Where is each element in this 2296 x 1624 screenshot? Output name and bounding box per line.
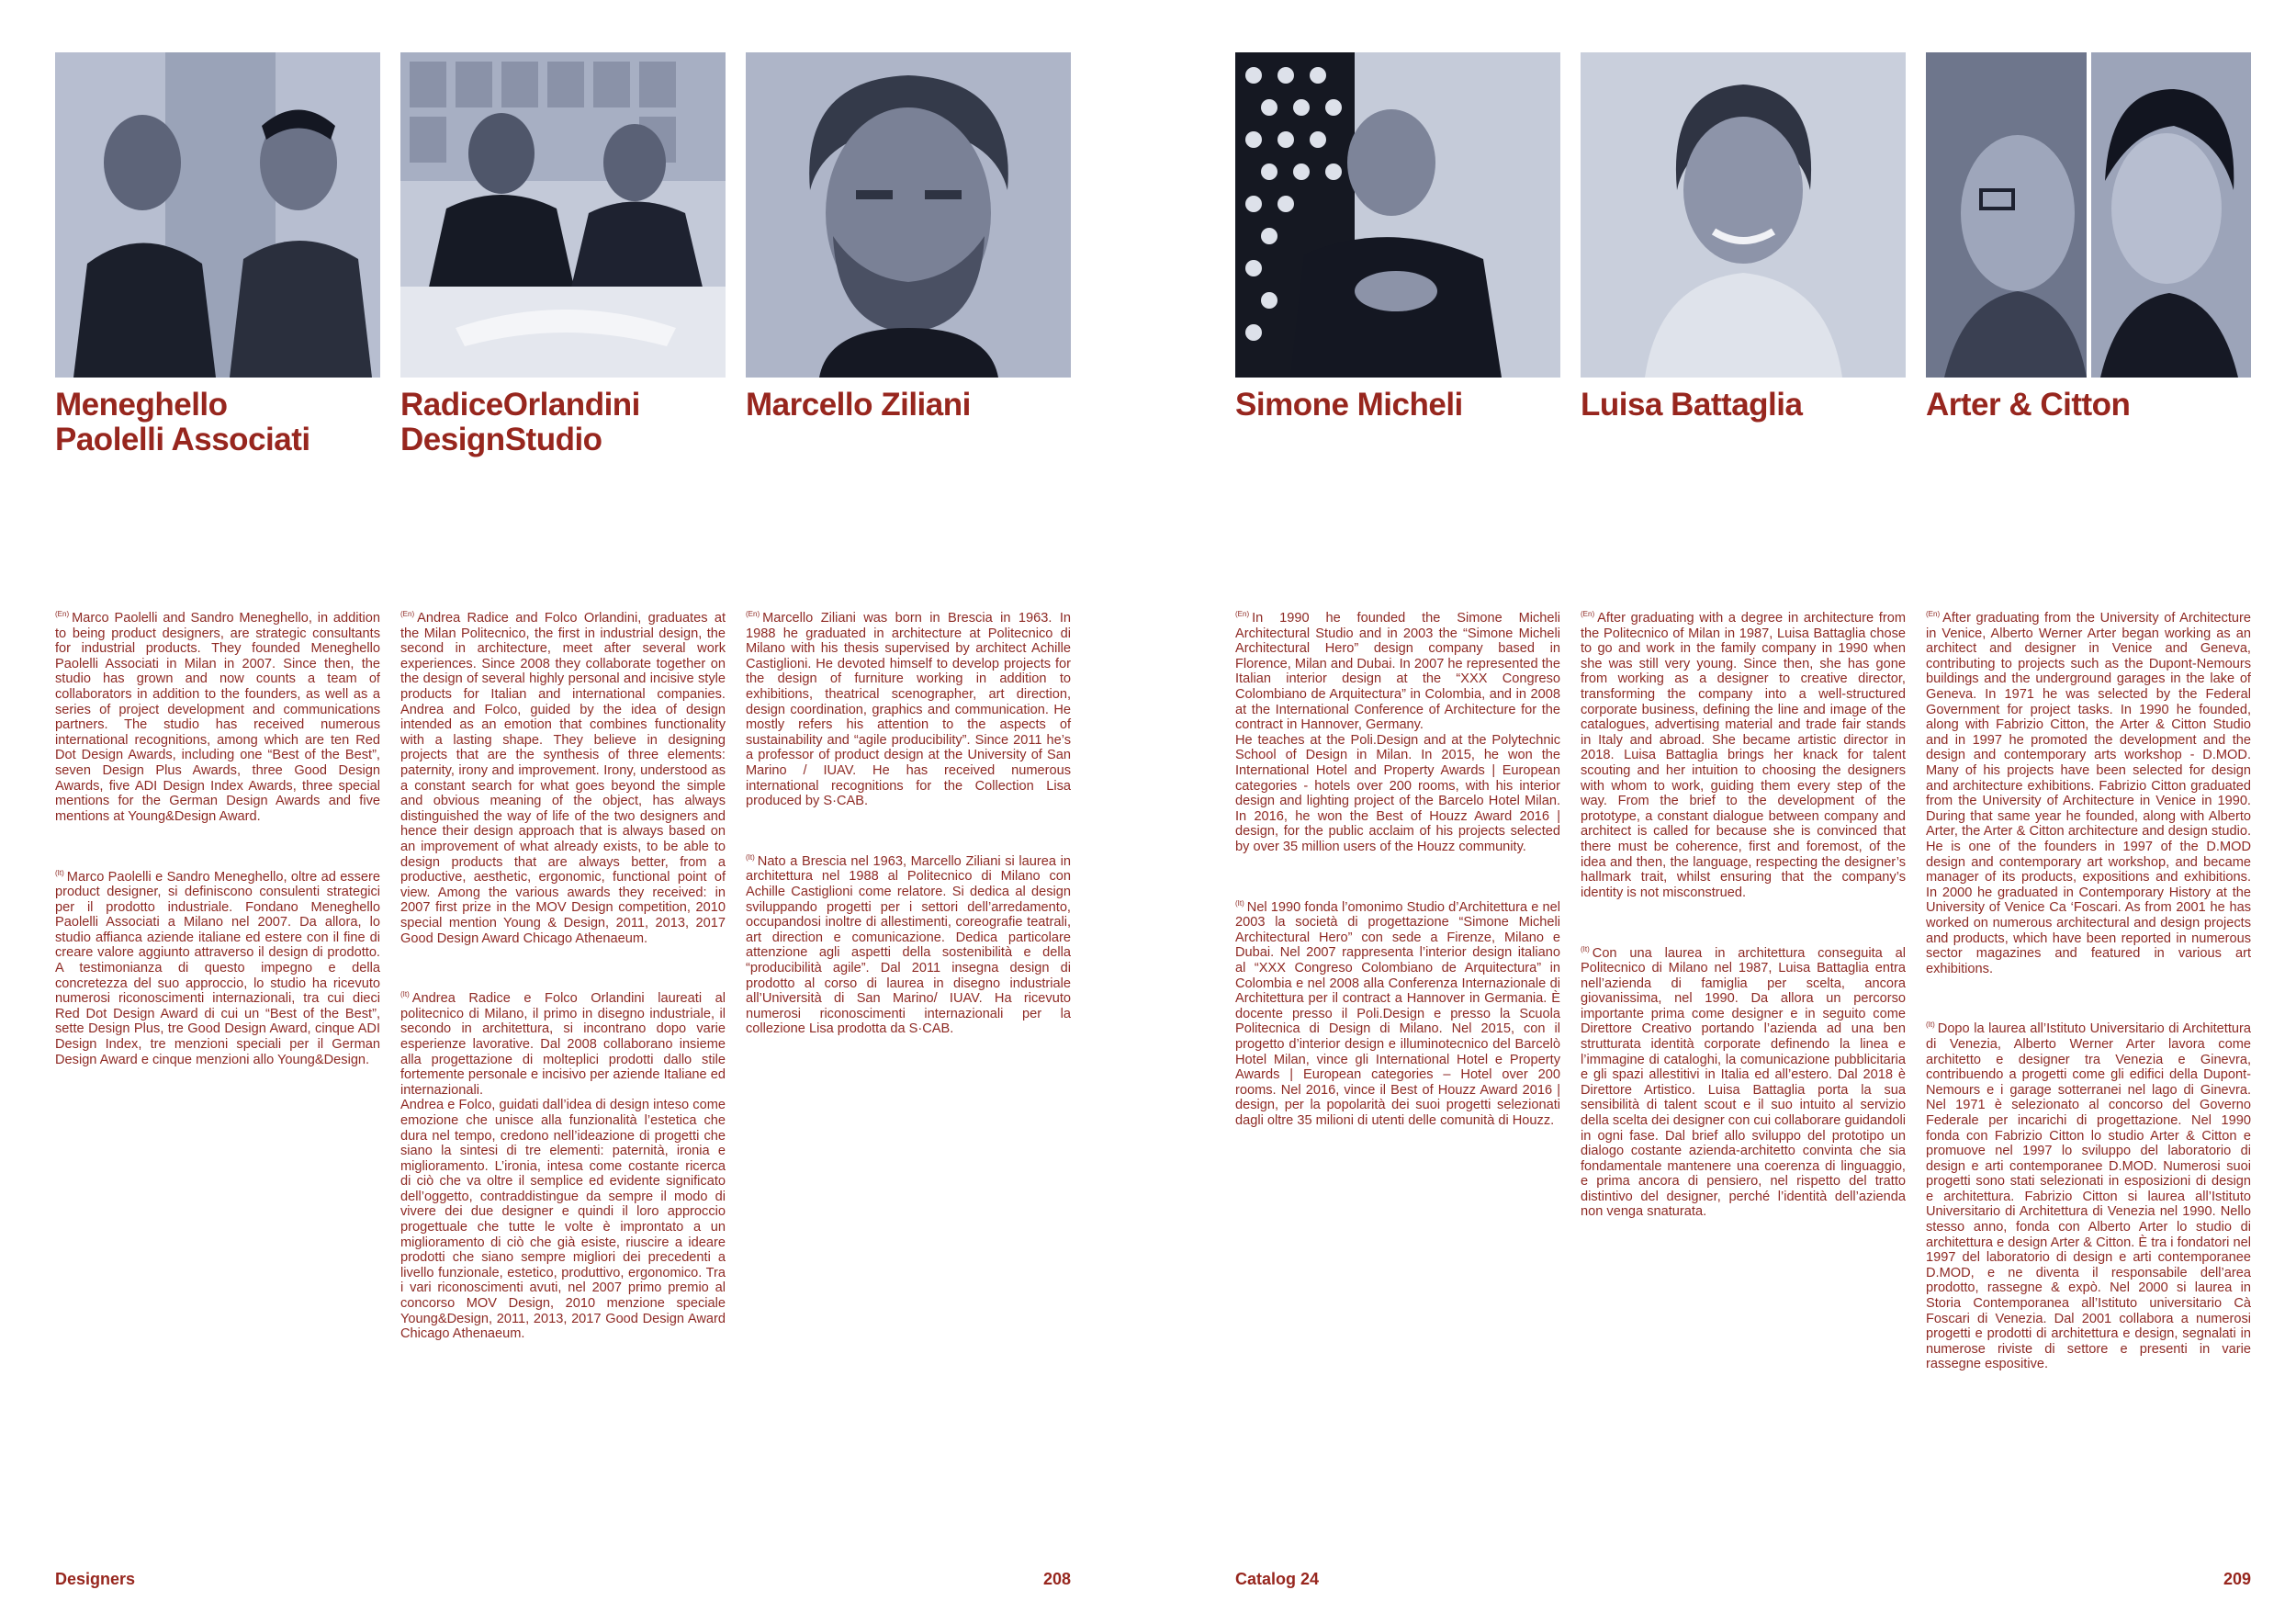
designer-photo-simone-micheli [1235, 52, 1560, 378]
bio-en: $^{(En)}$ Andrea Radice and Folco Orlandini, graduates at the Milan Politecnico, the first in industrial design, the second in architecture, meet after several work experiences. Since 2008 they collaborate together on the design of several highly personal and incisive style products for Italian and international companies. Andrea and Folco, guided by the idea of design intended as an emotion that combines functionality with a lasting shape. They believe in designing projects that are the synthesis of three elements: paternity, irony and improvement. Irony, understood as a constant search for what goes beyond the simple and obvious meaning of the object, has always distinguished the way of life of the two designers and hence their design approach that is always based on an improvement of what already exists, to be able to design products that are always better, from a productive, aesthetic, ergonomic, functional point of view. Among the various awards they received: in 2007 first prize in the MOV Design competition, 2010 special mention Young & Design, 2011, 2013, 2017 Good Design Award Chicago Athenaeum. [400, 610, 730, 946]
bio-en: $^{(En)}$ In 1990 he founded the Simone Micheli Architectural Studio and in 2003 the “Simone Micheli Architectural Hero” design company based in Florence, Milan and Dubai. In 2007 he represented the Italian interior design at the “XXX Congreso Colombiano de Arquitectura” in Colombia, and in 2008 at the International Conference of Architecture for the contract in Hannover, Germany. He teaches at the Poli.Design and at the Polytechnic School of Design in Milan. In 2015, he won the International Hotel and Property Awards | European categories - hotels over 200 rooms, with his interior design and lighting project of the Barcelo Hotel Milan. In 2016, he won the Best of Houzz Award 2016 | design, for the public acclaim of his projects selected by over 35 million users of the Houzz community. [1235, 610, 1560, 854]
two-men-at-desk-portrait-icon [400, 52, 726, 378]
designer-photo-marcello-ziliani [746, 52, 1071, 378]
two-men-split-portrait-icon [1926, 52, 2251, 378]
footer-section-label: Designers [55, 1570, 136, 1588]
designer-name-meneghello-paolelli: Meneghello Paolelli Associati [55, 387, 310, 457]
bio-en: $^{(En)}$ Marcello Ziliani was born in Brescia in 1963. In 1988 he graduated in architecture at Politecnico di Milano with his thesis supervised by architect Achille Castiglioni. He devoted himself to develop projects for the design of furniture working in addition to exhibitions, theatrical scenographer, art direction, design coordination, graphics and communication. He mostly refers his attention to the aspects of sustainability and “agile producibility”. Since 2011 he’s a professor of product design at the University of San Marino / IUAV. He has received numerous international recognitions for the Collection Lisa produced by S·CAB. [746, 610, 1075, 809]
designer-photo-meneghello-paolelli [55, 52, 380, 378]
footer-page-number-left: 208 [1042, 1570, 1071, 1588]
designer-name-arter-citton: Arter & Citton [1926, 387, 2131, 423]
bio-it: $^{(It)}$ Andrea Radice e Folco Orlandini laureati al politecnico di Milano, il primo in disegno industriale, il secondo in architettura, si incontrano dopo varie esperienze lavorative. Dal 2008 collaborano insieme alla progettazione di molteplici prodotti dallo stile fortemente personale e incisivo per aziende Italiane ed internazionali. Andrea e Folco, guidati dall’idea di design inteso come emozione che unisce alla funzionalità l’estetica che dura nel tempo, credono nell’ideazione di progetti che siano la sintesi di tre elementi: paternità, ironia e miglioramento. L’ironia, intesa come costante ricerca di ciò che va oltre il semplice ed evidente significato dell’oggetto, contraddistingue da sempre il modo di vivere dei due designer e quindi il loro approccio progettuale che tutte le volte è improntato a un miglioramento di ciò che già esiste, riuscire a ideare prodotti che siano sempre migliori dei precedenti a livello funzionale, estetico, produttivo, ergonomico. Tra i vari riconoscimenti avuti, nel 2007 primo premio al concorso MOV Design, 2010 menzione speciale Young&Design, 2011, 2013, 2017 Good Design Award Chicago Athenaeum. [400, 990, 726, 1342]
designer-name-marcello-ziliani: Marcello Ziliani [746, 387, 971, 423]
bearded-man-portrait-icon [746, 52, 1071, 378]
designer-bio-marcello-ziliani [746, 577, 1075, 1064]
two-men-portrait-icon [55, 52, 380, 378]
designer-bio-arter-citton [1926, 577, 2256, 1399]
smiling-man-portrait-icon [1235, 52, 1560, 378]
designer-bio-luisa-battaglia [1581, 577, 1910, 1246]
designer-bio-simone-micheli [1235, 577, 1565, 1155]
bio-en: $^{(En)}$ Marco Paolelli and Sandro Meneghello, in addition to being product designers, are strategic consultants for industrial products. They founded Meneghello Paolelli Associati in Milan in 2007. Since then, the studio has grown and now counts a team of collaborators in addition to the founders, as well as a series of project development and communications partners. The studio has received numerous international recognitions, among which are ten Red Dot Design Awards, including one “Best of the Best”, seven Design Plus Awards, three Good Design Awards, five ADI Design Index Awards, three special mentions for the German Design Awards and five mentions at Young&Design Award. [55, 610, 385, 824]
designer-name-simone-micheli: Simone Micheli [1235, 387, 1463, 423]
bio-it: $^{(It)}$ Marco Paolelli e Sandro Meneghello, oltre ad essere product designer, si definiscono consulenti strategici per il prodotto industriale. Fondano Meneghello Paolelli Associati a Milano nel 2007. Da allora, lo studio affianca aziende italiane ed estere con il fine di creare valore aggiunto attraverso il design di prodotto. A testimonianza di questo impegno e della concretezza del suo approccio, lo studio ha ricevuto numerosi riconoscimenti internazionali, tra cui dieci Red Dot Design Award di cui un “Best of the Best”, sette Design Plus, tre Good Design Award, cinque ADI Design Index, tre menzioni speciali per il German Design Award e cinque menzioni allo Young&Design. [55, 868, 385, 1067]
footer-page-number-right: 209 [2223, 1570, 2251, 1588]
bio-it: $^{(It)}$ Con una laurea in architettura conseguita al Politecnico di Milano nel 1987, Luisa Battaglia entra nell’azienda di famiglia per scelta, ancora giovanissima, nel 1990. Da allora un percorso importante prima come designer e in seguito come Direttore Creativo portando l’azienda ad una ben strutturata identità corporate definendo la linea e l’immagine di cataloghi, la comunicazione pubblicitaria e gli spazi allestitivi in Italia ed all’estero. Dal 2018 è Direttore Artistico. Luisa Battaglia porta la sua sensibilità di talent scout e il suo intuito al servizio della scelta dei designer con cui collaborare guidandoli in ogni fase. Dal brief allo sviluppo del prototipo un dialogo costante azienda-architetto convinta che sia fondamentale mantenere una coerenza di linguaggio, e prima ancora di pensiero, nel rispetto del tratto distintivo del designer, perché l’identità dell’azienda non venga snaturata. [1581, 944, 1910, 1220]
designer-name-luisa-battaglia: Luisa Battaglia [1581, 387, 1803, 423]
designer-name-radice-orlandini: RadiceOrlandini DesignStudio [400, 387, 640, 457]
bio-it: $^{(It)}$ Nel 1990 fonda l’omonimo Studio d’Architettura e nel 2003 la società di progettazione “Simone Micheli Architectural Hero” con sede a Firenze, Milano e Dubai. Nel 2007 rappresenta l’interior design italiano al “XXX Congreso Colombiano de Arquitectura” in Colombia e nel 2008 alla Conferenza Internazionale di Architettura per il contract a Hannover in Germania. È docente presso il Poli.Design e presso la Scuola Politecnica di Design di Milano. Nel 2015, con il progetto d’interior design e illuminotecnico del Barcelò Hotel Milan, vince gli International Hotel e Property Awards | European categories – Hotel over 200 rooms. Nel 2016, vince il Best of Houzz Award 2016 | design, per la popolarità dei suoi progetti selezionati dagli oltre 35 milioni di utenti delle comunità di Houzz. [1235, 898, 1565, 1128]
designer-bio-meneghello-paolelli [55, 577, 385, 1094]
designer-bio-radice-orlandini [400, 577, 730, 1368]
designer-photo-arter-citton [1926, 52, 2251, 378]
bio-en: $^{(En)}$ After graduating with a degree in architecture from the Politecnico of Milan in 1987, Luisa Battaglia chose to go and work in the family company in 1990 when she was still very young. Since then, she has gone from working as a designer to creative director, transforming the company into a well-structured corporate business, defining the line and image of the catalogues, advertising material and trade fair stands in Italy and abroad. She became artistic director in 2018. Luisa Battaglia brings her knack for talent scouting and her intuition to choosing the designers with whom to work, guiding them every step of the way. From the brief to the development of the prototype, a constant dialogue between company and architect is called for because she is convinced that there must be coherence, first and foremost, of the idea and then, the language, respecting the designer’s hallmark trait, whilst ensuring that the company’s identity is not misconstrued. [1581, 610, 1910, 900]
designer-photo-luisa-battaglia [1581, 52, 1906, 378]
designer-photo-radice-orlandini [400, 52, 726, 378]
bio-it: $^{(It)}$ Dopo la laurea all’Istituto Universitario di Architettura di Venezia, Alberto Werner Arter lavora come architetto e designer tra Venezia e Ginevra, contribuendo a progetti come gli edifici della Dupont-Nemours e i garage sotterranei nel lago di Ginevra. Nel 1971 è selezionato al concorso del Governo Federale per incarichi di progettazione. Nel 1990 fonda con Fabrizio Citton lo studio Arter & Citton e promuove nel 1997 lo sviluppo del laboratorio di design e arti contemporanee D.MOD. Numerosi suoi progetti sono stati selezionati in esposizioni di design e architettura. Fabrizio Citton si laurea all’Istituto Universitario di Architettura di Venezia nel 1990. Nello stesso anno, fonda con Alberto Arter lo studio di architettura e design Arter & Citton. È tra i fondatori nel 1997 del laboratorio di design e arti contemporanee D.MOD, e ne diventa il responsabile dell’area prodotto, rassegne & expò. Nel 2000 si laurea in Storia Contemporanea all’Istituto universitario Cà Foscari di Venezia. Dal 2001 collabora a numerosi progetti e prodotti di architettura e design, segnalati in numerose riviste di settore e presenti in varie rassegne espositive. [1926, 1021, 2256, 1372]
smiling-woman-portrait-icon [1581, 52, 1906, 378]
footer-catalog-label: Catalog 24 [1235, 1570, 1320, 1588]
bio-en: $^{(En)}$ After graduating from the University of Architecture in Venice, Alberto Werner Arter began working as an architect and designer in Venice and Geneva, contributing to projects such as the Dupont-Nemours buildings and the underground garages in the lake of Geneva. In 1971 he was selected by the Federal Government for project tasks. In 1990 he founded, along with Fabrizio Citton, the Arter & Citton Studio and in 1997 he promoted the development and the design and contemporary arts workshop - D.MOD. Many of his projects have been selected for design and architecture exhibitions. Fabrizio Citton graduated from the University of Architecture in Venice in 1990. During that same year he founded, along with Alberto Arter, the Arter & Citton architecture and design studio. He is one of the founders in 1997 of the D.MOD design and contemporary art workshop, and became manager of its products, expositions and exhibitions. In 2000 he graduated in Contemporary History at the University of Venice Ca ‘Foscari. As from 2001 he has worked on numerous architectural and design projects and products, which have been reported in numerous sector magazines and featured in various art exhibitions. [1926, 610, 2256, 976]
bio-it: $^{(It)}$ Nato a Brescia nel 1963, Marcello Ziliani si laurea in architettura nel 1988 al Politecnico di Milano con Achille Castiglioni come relatore. Si dedica al design sviluppando progetti per i settori dell’arredamento, occupandosi inoltre di allestimenti, coreografie teatrali, art direction e comunicazione. Dedica particolare attenzione agli aspetti della sostenibilità e della “producibilità agile”. Dal 2011 insegna design di prodotto al corso di laurea in disegno industriale all’Università di San Marino/ IUAV. Ha ricevuto numerosi riconoscimenti internazionali per la collezione Lisa prodotta da S·CAB. [746, 852, 1075, 1037]
